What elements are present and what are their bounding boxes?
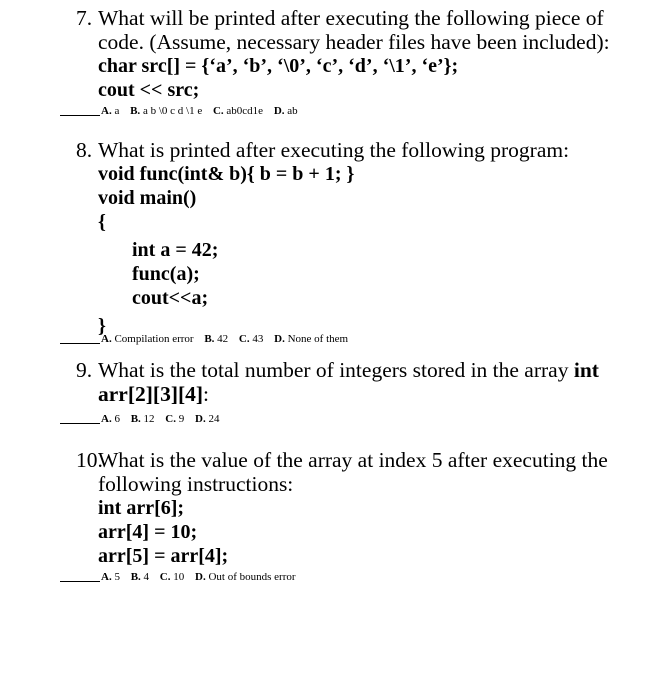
answer-blank[interactable] xyxy=(60,343,100,344)
option-b: B. 12 xyxy=(130,413,155,425)
code-line: } xyxy=(98,315,106,337)
answer-options xyxy=(0,410,668,428)
question-text: code. (Assume, necessary header files have been included): xyxy=(98,30,610,54)
option-c: C. 9 xyxy=(165,413,185,425)
answer-options xyxy=(0,568,668,586)
code-line: void func(int& b){ b = b + 1; } xyxy=(98,163,355,185)
option-d: D. None of them xyxy=(274,333,349,345)
option-a: A. Compilation error xyxy=(101,333,194,345)
question-8-line-1 xyxy=(0,138,668,162)
answer-options xyxy=(0,102,668,120)
answer-blank[interactable] xyxy=(60,581,100,582)
option-a: A. 5 xyxy=(101,571,120,583)
question-text: following instructions: xyxy=(98,472,294,496)
code-line: func(a); xyxy=(132,263,200,285)
question-9 xyxy=(0,358,668,428)
code-line: cout << src; xyxy=(98,79,200,101)
question-text: arr[2][3][4]: xyxy=(98,382,210,406)
code-line: int arr[6]; xyxy=(98,497,185,519)
option-b: B. 4 xyxy=(130,571,150,583)
question-9-line-1 xyxy=(0,358,668,382)
option-a: A. 6 xyxy=(101,413,120,425)
question-text: What is printed after executing the following program: xyxy=(98,138,570,162)
option-b: B. 42 xyxy=(204,333,229,345)
option-d: D. Out of bounds error xyxy=(195,571,296,583)
question-10 xyxy=(0,448,668,586)
question-7-line-1 xyxy=(0,6,668,30)
option-c: C. 43 xyxy=(238,333,264,345)
option-b: B. a b \0 c d \1 e xyxy=(130,105,203,117)
option-c: C. 10 xyxy=(159,571,185,583)
question-text: What is the total number of integers stored in the array int xyxy=(98,358,599,382)
code-line: char src[] = {‘a’, ‘b’, ‘\0’, ‘c’, ‘d’, ‘\1’, ‘e’}; xyxy=(98,55,459,77)
question-7 xyxy=(0,6,668,120)
answer-options xyxy=(0,330,668,348)
question-text: What is the value of the array at index 5 after executing the xyxy=(98,448,608,472)
code-line: { xyxy=(98,211,106,233)
code-line: void main() xyxy=(98,187,197,209)
option-d: D. 24 xyxy=(195,413,220,425)
option-d: D. ab xyxy=(273,105,298,117)
option-a: A. a xyxy=(101,105,120,117)
code-line: cout<<a; xyxy=(132,287,209,309)
question-10-line-1 xyxy=(0,448,668,472)
code-line: arr[5] = arr[4]; xyxy=(98,545,229,567)
code-line: arr[4] = 10; xyxy=(98,521,198,543)
code-line: int a = 42; xyxy=(132,239,219,261)
question-number: 7. xyxy=(76,6,93,30)
question-number: 10. xyxy=(76,448,103,472)
answer-blank[interactable] xyxy=(60,115,100,116)
question-8 xyxy=(0,138,668,348)
question-number: 9. xyxy=(76,358,93,382)
question-text: What will be printed after executing the following piece of xyxy=(98,6,604,30)
question-number: 8. xyxy=(76,138,93,162)
option-c: C. ab0cd1e xyxy=(212,105,264,117)
answer-blank[interactable] xyxy=(60,423,100,424)
